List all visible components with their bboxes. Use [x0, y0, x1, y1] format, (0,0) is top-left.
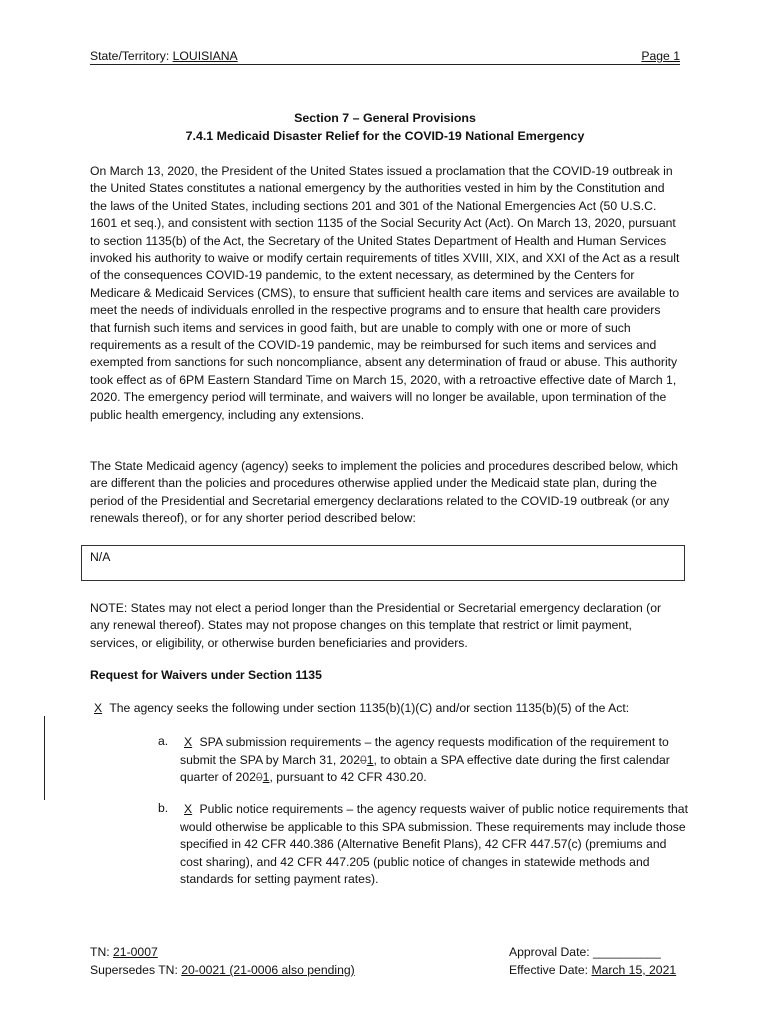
tn-value: 21-0007 [113, 945, 158, 959]
effective-label: Effective Date: [509, 963, 589, 977]
page-header [90, 48, 680, 65]
item-a-inserted-1: 1 [366, 752, 374, 767]
agency-seeks-line [90, 701, 629, 715]
supersedes-value: 20-0021 (21-0006 also pending) [181, 963, 355, 977]
tn-line [90, 943, 355, 961]
item-b-letter: b. [158, 801, 169, 815]
state-territory [90, 48, 238, 64]
proclamation-paragraph: On March 13, 2020, the President of the United States issued a proclamation that the COVID-19 outbreak in the United States constitutes a national emergency by the authorities vested in him by the Constitution and the laws of the United States, including sections 201 and 301 of the National Emergencies Act (50 U.S.C. 1601 et seq.), and consistent with section 1135 of the Social Security Act (Act). On March 13, 2020, pursuant to section 1135(b) of the Act, the Secretary of the United States Department of Health and Human Services invoked his authority to waive or modify certain requirements of titles XVIII, XIX, and XXI of the Act as a result of the consequences COVID-19 pandemic, to the extent necessary, as determined by the Centers for Medicare & Medicaid Services (CMS), to ensure that sufficient health care items and services are available to meet the needs of individuals enrolled in the respective programs and to ensure that health care providers that furnish such items and services in good faith, but are unable to comply with one or more of such requirements as a result of the COVID-19 pandemic, may be reimbursed for such items and services and exempted from sanctions for such noncompliance, absent any determination of fraud or abuse. This authority took effect as of 6PM Eastern Standard Time on March 15, 2020, with a retroactive effective date of March 1, 2020. The emergency period will terminate, and waivers will no longer be available, upon termination of the public health emergency, including any extensions. [90, 164, 680, 422]
item-a-text-3: , pursuant to 42 CFR 430.20. [269, 770, 427, 785]
period-value: N/A [90, 550, 111, 564]
footer-right [509, 943, 676, 979]
state-value: LOUISIANA [172, 49, 238, 63]
item-b-text [180, 801, 688, 889]
note-paragraph: NOTE: States may not elect a period longer than the Presidential or Secretarial emergency declaration (or any renewal thereof). States may not propose changes on this template that restrict or limit payment, services, or eligibility, or otherwise burden beneficiaries and providers. [90, 601, 662, 650]
tn-label: TN: [90, 945, 110, 959]
supersedes-line [90, 961, 355, 979]
approval-label: Approval Date: [509, 945, 590, 959]
effective-value: March 15, 2021 [591, 963, 677, 977]
agency-intent-paragraph: The State Medicaid agency (agency) seeks to implement the policies and procedures described below, which are different than the policies and procedures otherwise applied under the Medicaid state plan, during the period of the Presidential and Secretarial emergency declarations related to the COVID-19 outbreak (or any renewals thereof), or for any shorter period described below: [90, 459, 679, 526]
revision-bar [44, 716, 45, 800]
item-a-checkmark[interactable]: X [184, 735, 193, 749]
agency-checkmark[interactable]: X [94, 701, 103, 715]
period-box[interactable] [81, 545, 685, 581]
subsection-title: 7.4.1 Medicaid Disaster Relief for the COVID-19 National Emergency [185, 129, 585, 143]
waiver-heading: Request for Waivers under Section 1135 [90, 668, 322, 682]
section-title: Section 7 – General Provisions [294, 111, 476, 125]
item-a-letter: a. [158, 734, 169, 748]
item-b-body: Public notice requirements – the agency requests waiver of public notice requirements that would otherwise be applicable to this SPA submission. These requirements may include those specified in 42 CFR 440.386 (Alternative Benefit Plans), 42 CFR 447.57(c) (premiums and cost sharing), and 42 CFR 447.205 (public notice of changes in statewide methods and standards for setting payment rates). [180, 802, 688, 887]
item-a-text-2: , to obtain a SPA effective date during the first calendar quarter of 202 [180, 752, 670, 785]
item-a-deleted-2: 0 [255, 770, 263, 785]
item-a-text-1: SPA submission requirements – the agency requests modification of the requirement to submit the SPA by March 31, 202 [180, 735, 669, 767]
supersedes-label: Supersedes TN: [90, 963, 178, 977]
approval-line [509, 943, 676, 961]
state-label: State/Territory: [90, 49, 170, 63]
agency-seeks-text: The agency seeks the following under section 1135(b)(1)(C) and/or section 1135(b)(5) of the Act: [109, 701, 630, 715]
item-a-inserted-2: 1 [262, 770, 270, 785]
item-a-text [180, 734, 688, 787]
approval-value[interactable]: __________ [593, 945, 661, 959]
footer-left [90, 943, 355, 979]
item-b-checkmark[interactable]: X [184, 802, 193, 816]
page-number: Page 1 [641, 49, 680, 63]
effective-line [509, 961, 676, 979]
item-a-deleted-1: 0 [359, 752, 367, 767]
